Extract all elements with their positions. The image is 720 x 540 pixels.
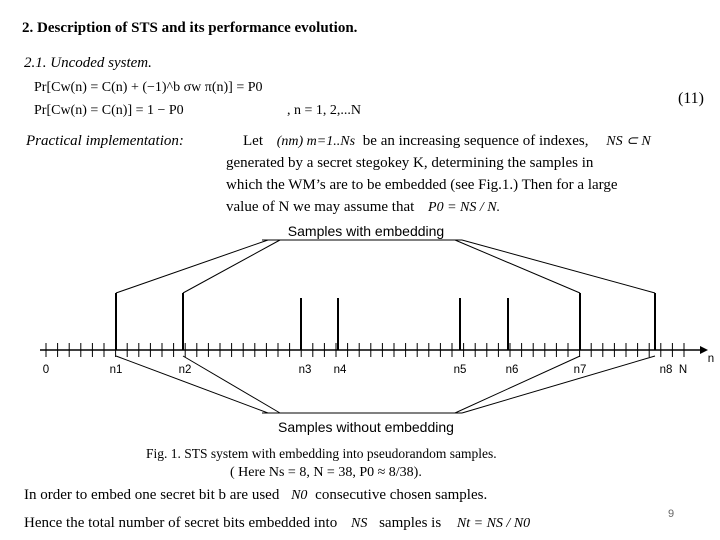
p0-formula: P0 = NS / N. <box>428 200 501 215</box>
tick-label-n4: n4 <box>333 364 347 376</box>
subset-formula: NS ⊂ N <box>606 134 651 149</box>
axis-arrowhead <box>700 346 708 354</box>
tick-label-n2: n2 <box>178 364 192 376</box>
nt-formula: Nt = NS / N0 <box>456 516 531 531</box>
bottom-line-1 <box>24 487 487 504</box>
section-heading: 2. Description of STS and its performance evolution. <box>22 20 358 36</box>
let-word: Let <box>243 133 263 149</box>
top-label: Samples with embedding <box>287 223 445 239</box>
equation-range: , n = 1, 2,...N <box>287 103 362 118</box>
top-fan-lines <box>116 240 655 293</box>
bottom-label: Samples without embedding <box>278 419 454 435</box>
paragraph-line-2: generated by a secret stegokey K, determining the samples in <box>226 155 594 171</box>
tick-label-n5: n5 <box>453 364 467 376</box>
equation-line-1: Pr[Cw(n) = C(n) + (−1)^b σw π(n)] = P0 <box>34 80 263 95</box>
bottom-line-1-end: consecutive chosen samples. <box>315 487 488 503</box>
equation-line-2: Pr[Cw(n) = C(n)] = 1 − P0 <box>34 103 184 118</box>
page-number: 9 <box>668 508 675 520</box>
tick-label-n8: n8 <box>659 364 673 376</box>
tick-label-N: N <box>678 364 688 376</box>
tick-labels <box>43 353 714 376</box>
tick-label-0: 0 <box>42 364 50 376</box>
bottom-line-2-mid: samples is <box>379 515 442 531</box>
practical-label: Practical implementation: <box>26 133 184 149</box>
tick-label-n3: n3 <box>298 364 312 376</box>
figure-caption: Fig. 1. STS system with embedding into pseudorandom samples. <box>146 446 497 461</box>
figure-caption-params: ( Here Ns = 8, N = 38, P0 ≈ 8/38). <box>230 465 422 480</box>
bottom-line-2-start: Hence the total number of secret bits embedded into <box>24 515 338 531</box>
bottom-line-1-start: In order to embed one secret bit b are used <box>24 487 280 503</box>
tick-label-n1: n1 <box>109 364 123 376</box>
ns-symbol: NS <box>350 516 368 531</box>
paragraph-line-1-rest: be an increasing sequence of indexes, <box>362 133 589 149</box>
bottom-line-2 <box>24 515 530 532</box>
paragraph-line-3: which the WM’s are to be embedded (see Fig.1.) Then for a large <box>226 177 618 193</box>
axis-label-n: n <box>707 353 715 365</box>
paragraph-line-4-text: value of N we may assume that <box>226 199 415 215</box>
tick-label-n7: n7 <box>573 364 587 376</box>
index-sequence: (nm) m=1..Ns <box>276 134 356 149</box>
subsection-heading: 2.1. Uncoded system. <box>24 55 152 71</box>
equation-number: (11) <box>677 90 704 107</box>
embedding-ticks <box>116 293 655 350</box>
n0-symbol: N0 <box>291 488 308 503</box>
tick-label-n6: n6 <box>505 364 519 376</box>
